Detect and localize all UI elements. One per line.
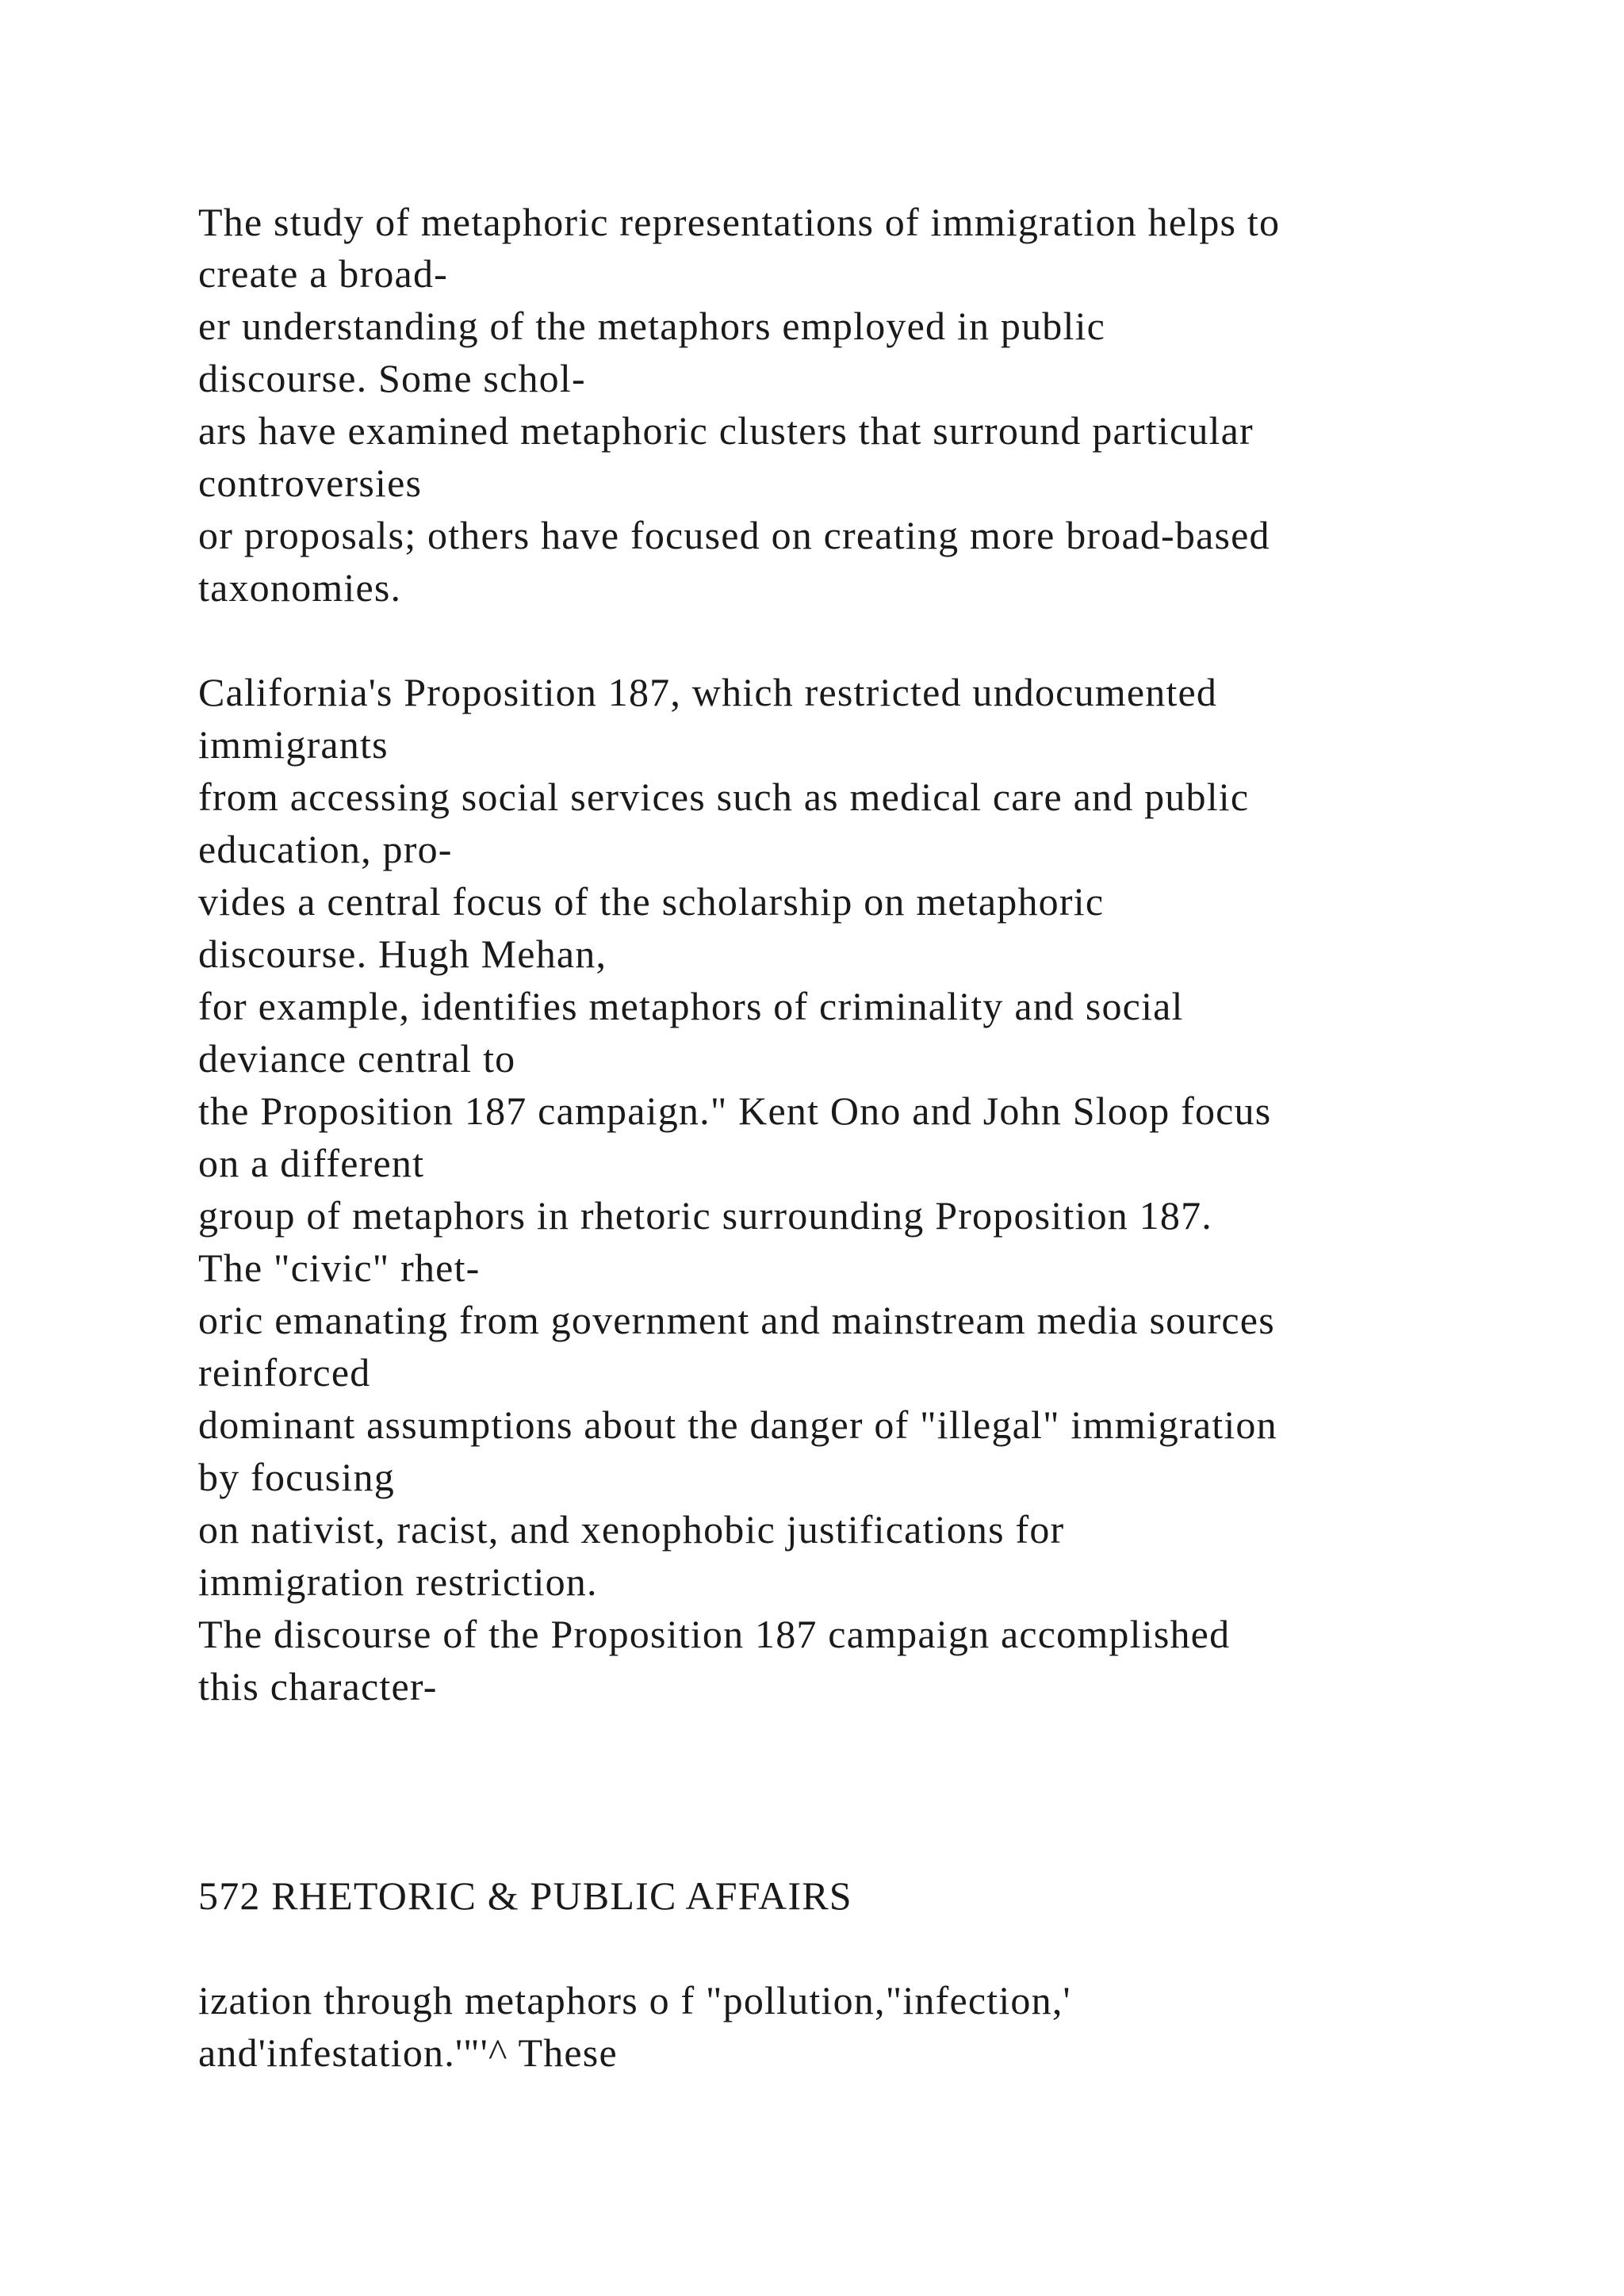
text-line: ars have examined metaphoric clusters that surround particular <box>198 408 1254 453</box>
text-line: reinforced <box>198 1350 371 1395</box>
text-line: controversies <box>198 461 423 505</box>
text-line: immigrants <box>198 722 389 767</box>
running-header: 572 RHETORIC & PUBLIC AFFAIRS <box>198 1873 852 1918</box>
text-line: California's Proposition 187, which restricted undocumented <box>198 670 1218 714</box>
text-line: the Proposition 187 campaign." Kent Ono and John Sloop focus <box>198 1089 1272 1133</box>
text-line: on a different <box>198 1141 425 1185</box>
text-line: and'infestation.'"'^ These <box>198 2030 618 2075</box>
text-line: discourse. Some schol- <box>198 356 586 400</box>
text-line: vides a central focus of the scholarship on metaphoric <box>198 879 1105 924</box>
text-line: immigration restriction. <box>198 1559 598 1604</box>
text-line: this character- <box>198 1664 438 1709</box>
text-line: The discourse of the Proposition 187 campaign accomplished <box>198 1612 1231 1656</box>
text-line: from accessing social services such as medical care and public <box>198 775 1250 819</box>
text-line: for example, identifies metaphors of criminality and social <box>198 984 1184 1028</box>
text-line: or proposals; others have focused on creating more broad-based <box>198 513 1270 557</box>
text-line: The study of metaphoric representations of immigration helps to <box>198 200 1281 244</box>
text-line: dominant assumptions about the danger of "illegal" immigration <box>198 1402 1277 1447</box>
text-line: ization through metaphors o f "pollution,"infection,' <box>198 1978 1071 2022</box>
text-line: taxonomies. <box>198 565 402 610</box>
text-line: group of metaphors in rhetoric surrounding Proposition 187. <box>198 1193 1212 1238</box>
text-line: discourse. Hugh Mehan, <box>198 932 607 976</box>
text-line: er understanding of the metaphors employed in public <box>198 304 1106 348</box>
text-line: The "civic" rhet- <box>198 1246 481 1290</box>
text-line: by focusing <box>198 1455 395 1499</box>
text-line: create a broad- <box>198 251 448 296</box>
text-line: deviance central to <box>198 1036 516 1081</box>
text-line: on nativist, racist, and xenophobic justifications for <box>198 1507 1065 1552</box>
text-line: oric emanating from government and mainstream media sources <box>198 1298 1275 1342</box>
text-line: education, pro- <box>198 827 453 871</box>
